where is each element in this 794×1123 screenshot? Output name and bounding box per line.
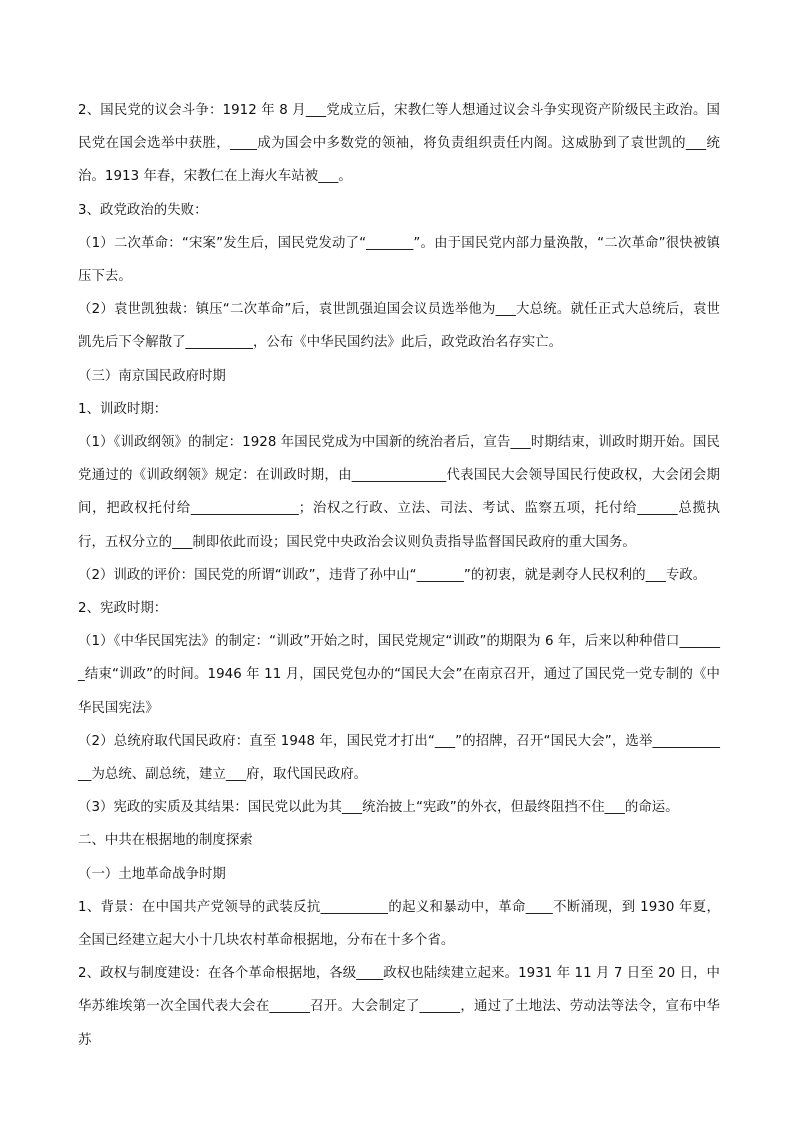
heading-nanjing-government-period: （三）南京国民政府时期: [78, 368, 226, 384]
paragraph-kmt-parliamentary-struggle: 2、国民党的议会斗争：1912 年 8 月___党成立后，宋教仁等人想通过议会斗争实现资产阶级民主政治。国民党在国会选举中获胜，____成为国会中多数党的领袖，将负责组织责任内阁。这威胁到了袁世凯的___统治。1913 年春，宋教仁在上海火车站被___。: [78, 103, 720, 185]
heading-party-politics-failure: 3、政党政治的失败：: [78, 202, 208, 218]
document-page: [78, 94, 720, 1057]
paragraph-yuan-dictatorship: （2）袁世凯独裁：镇压“二次革命”后，袁世凯强迫国会议员选举他为___大总统。就任正式大总统后，袁世凯先后下令解散了__________，公布《中华民国约法》此后，政党政治名存实亡。: [78, 302, 720, 351]
paragraph-constitution-drafting: （1）《中华民国宪法》的制定：“训政”开始之时，国民党规定“训政”的期限为 6 年，后来以种种借口_______结束“训政”的时间。1946 年 11 月，国民党包办的“国民大会”在南京召开，通过了国民党一党专制的《中华民国宪法》: [78, 634, 720, 716]
paragraph-background: 1、背景：在中国共产党领导的武装反抗__________的起义和暴动中，革命____不断涌现，到 1930 年夏，全国已经建立起大小十几块农村革命根据地，分布在十多个省。: [78, 899, 720, 949]
paragraph-presidential-office: （2）总统府取代国民政府：直至 1948 年，国民党才打出“___”的招牌，召开“国民大会”，选举____________为总统、副总统，建立___府，取代国民政府。: [78, 733, 720, 783]
paragraph-tutelage-evaluation: （2）训政的评价：国民党的所谓“训政”，违背了孙中山“_______”的初衷，就是剥夺人民权利的___专政。: [78, 567, 707, 583]
heading-ccp-base-institutions: 二、中共在根据地的制度探索: [78, 833, 253, 849]
paragraph-tutelage-outline: （1）《训政纲领》的制定：1928 年国民党成为中国新的统治者后，宣告___时期结束，训政时期开始。国民党通过的《训政纲领》规定：在训政时期，由______________代表国民大会领导国民行使政权，大会闭会期间，把政权托付给________________；治权之行政、立法、司法、考试、监察五项，托付给______总揽执行，五权分立的___制即依此而设；国民党中央政治会议则负责指导监督国民政府的重大国务。: [78, 435, 720, 550]
paragraph-second-revolution: （1）二次革命：“宋案”发生后，国民党发动了“_______”。由于国民党内部力量涣散，“二次革命”很快被镇压下去。: [78, 235, 720, 285]
paragraph-regime-building: 2、政权与制度建设：在各个革命根据地，各级____政权也陆续建立起来。1931 年 11 月 7 日至 20 日，中华苏维埃第一次全国代表大会在______召开。大会制定了______，通过了土地法、劳动法等法令，宣布中华苏: [78, 966, 720, 1048]
heading-land-revolution-period: （一）土地革命战争时期: [78, 866, 226, 882]
heading-constitutional-period: 2、宪政时期：: [78, 601, 168, 617]
heading-tutelage-period: 1、训政时期：: [78, 401, 168, 417]
paragraph-constitutional-essence: （3）宪政的实质及其结果：国民党以此为其___统治披上“宪政”的外衣，但最终阻挡不住___的命运。: [78, 800, 679, 816]
